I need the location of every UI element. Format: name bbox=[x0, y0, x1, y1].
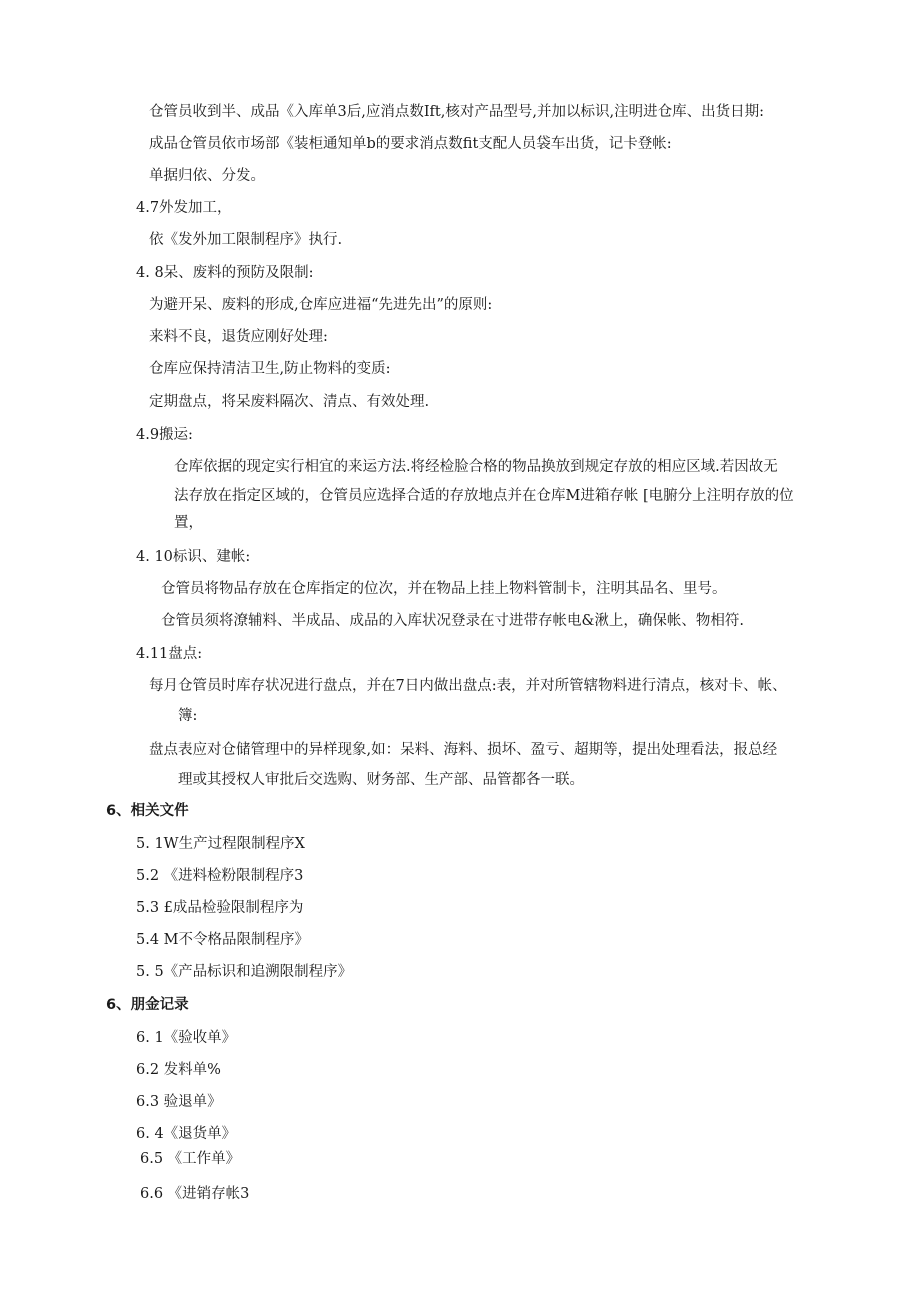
text-line-monthly-count-2: 簿: bbox=[178, 708, 198, 724]
section-heading-records: 6、朋金记录 bbox=[106, 997, 189, 1013]
text-line-account: 仓管员须将潦辅料、半成品、成品的入库状况登录在寸进带存帐电&湫上，确保帐、物相符. bbox=[161, 613, 745, 629]
list-item-doc-5-5: 5. 5《产品标识和追溯限制程序》 bbox=[136, 964, 353, 980]
list-item-doc-5-2: 5.2 《进料检粉限制程序3 bbox=[136, 868, 304, 884]
list-item-record-6-6: 6.6 《进销存帐3 bbox=[140, 1186, 250, 1202]
list-item-record-6-3: 6.3 验退单》 bbox=[136, 1094, 222, 1110]
list-item-doc-5-4: 5.4 M不令格品限制程序》 bbox=[136, 932, 310, 948]
list-item-record-6-1: 6. 1《验收单》 bbox=[136, 1030, 237, 1046]
list-item-record-6-5: 6.5 《工作单》 bbox=[140, 1151, 241, 1167]
section-heading-4-10: 4. 10标识、建帐: bbox=[136, 549, 251, 565]
list-item-doc-5-1: 5. 1W生产过程限制程序X bbox=[136, 836, 305, 852]
text-line-returns: 来料不良，退货应刚好处理: bbox=[149, 329, 328, 345]
text-line-monthly-count-1: 每月仓管员时库存状况进行盘点，并在7日内做出盘点:表，并对所管辖物料进行清点，核对卡、帐、 bbox=[149, 678, 787, 694]
list-item-record-6-2: 6.2 发料单% bbox=[136, 1062, 221, 1078]
text-line-fifo: 为避开呆、废料的形成,仓库应进福“先进先出”的原则: bbox=[149, 297, 493, 313]
section-heading-4-7: 4.7外发加工， bbox=[136, 200, 232, 216]
text-line-handling-2: 法存放在指定区域的，仓管员应选择合适的存放地点并在仓库M进箱存帐 [电腑分上注明存放的位 bbox=[174, 488, 794, 504]
text-line-cleanliness: 仓库应保持清洁卫生,防止物料的变质: bbox=[149, 361, 391, 377]
list-item-record-6-4: 6. 4《退货单》 bbox=[136, 1126, 237, 1142]
text-line-handling-1: 仓库依据的现定实行相宜的来运方法.将经检脸合格的物品换放到规定存放的相应区域.若因故无 bbox=[174, 459, 778, 475]
text-line-receive-goods: 仓管员收到半、成品《入库单3后,应消点数Ift,核对产品型号,并加以标识,注明进仓库、出货日期: bbox=[149, 104, 764, 120]
list-item-doc-5-3: 5.3 £成品检验限制程序为 bbox=[136, 900, 304, 916]
text-line-labeling: 仓管员将物品存放在仓库指定的位次，并在物品上挂上物料管制卡，注明其品名、里号。 bbox=[161, 581, 727, 597]
text-line-documents: 单据归依、分发。 bbox=[149, 168, 265, 184]
section-heading-related-docs: 6、相关文件 bbox=[106, 803, 189, 819]
text-line-shipment: 成品仓管员依市场部《装柜通知单b的要求消点数fit支配人员袋车出货，记卡登帐: bbox=[149, 136, 672, 152]
text-line-report-1: 盘点表应对仓储管理中的异样现象,如：呆料、海料、损坏、盈亏、超期等，提出处理看法，报总经 bbox=[149, 742, 778, 758]
text-line-handling-3: 置， bbox=[174, 515, 203, 531]
text-line-outsourcing: 依《发外加工限制程序》执行. bbox=[149, 232, 343, 248]
section-heading-4-11: 4.11盘点: bbox=[136, 646, 203, 662]
text-line-inventory-check: 定期盘点，将呆废料隔次、清点、有效处理. bbox=[149, 394, 430, 410]
text-line-report-2: 理或其授权人审批后交选购、财务部、生产部、品管都各一联。 bbox=[178, 772, 584, 788]
section-heading-4-9: 4.9搬运: bbox=[136, 427, 193, 443]
section-heading-4-8: 4. 8呆、废料的预防及限制: bbox=[136, 265, 314, 281]
